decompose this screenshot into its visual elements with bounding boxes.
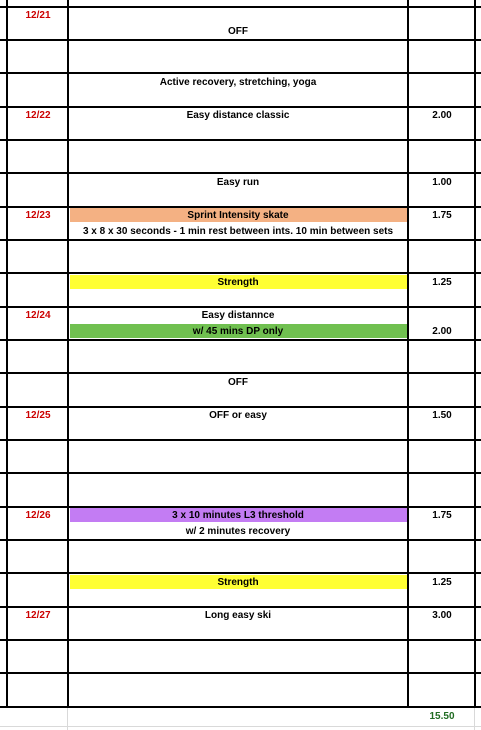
- hours-value: 1.25: [432, 577, 452, 588]
- workout-off: OFF: [228, 377, 248, 388]
- workout-active-recovery: Active recovery, stretching, yoga: [159, 77, 317, 88]
- hours-value: 1.50: [432, 410, 452, 421]
- hours-value: 1.75: [432, 210, 452, 221]
- workout-strength: Strength: [217, 577, 259, 588]
- date-12-21: 12/21: [25, 10, 51, 21]
- date-12-24: 12/24: [25, 310, 51, 321]
- grid-row-line: [0, 272, 481, 274]
- grid-row-line: [0, 506, 481, 508]
- hours-value: 1.75: [432, 510, 452, 521]
- workout-threshold: 3 x 10 minutes L3 threshold: [172, 510, 304, 521]
- grid-row-line: [0, 439, 481, 441]
- date-12-27: 12/27: [25, 610, 51, 621]
- hours-value: 2.00: [432, 326, 452, 337]
- workout-off-or-easy: OFF or easy: [209, 410, 267, 421]
- workout-easy-distannce: Easy distannce: [201, 310, 275, 321]
- hours-value: 1.00: [432, 177, 452, 188]
- grid-row-line: [0, 406, 481, 408]
- grid-row-line: [0, 172, 481, 174]
- grid-row-line: [0, 572, 481, 574]
- date-12-23: 12/23: [25, 210, 51, 221]
- workout-easy-run: Easy run: [216, 177, 260, 188]
- hours-value: 1.25: [432, 277, 452, 288]
- total-hours: 15.50: [429, 711, 455, 722]
- grid-row-line: [0, 206, 481, 208]
- grid-row-line: [0, 39, 481, 41]
- grid-row-line: [0, 372, 481, 374]
- grid-row-line: [0, 239, 481, 241]
- workout-long-easy-ski: Long easy ski: [204, 610, 272, 621]
- hours-value: 2.00: [432, 110, 452, 121]
- date-12-26: 12/26: [25, 510, 51, 521]
- faint-grid-line: [0, 726, 481, 727]
- grid-row-line: [0, 339, 481, 341]
- grid-row-line: [0, 606, 481, 608]
- grid-row-line: [0, 6, 481, 8]
- grid-row-line: [0, 672, 481, 674]
- hours-value: 3.00: [432, 610, 452, 621]
- grid-row-line: [0, 72, 481, 74]
- grid-row-line: [0, 106, 481, 108]
- workout-strength: Strength: [217, 277, 259, 288]
- grid-row-line: [0, 472, 481, 474]
- grid-row-line: [0, 306, 481, 308]
- workout-sprint-intensity: Sprint Intensity skate: [187, 210, 289, 221]
- grid-row-line: [0, 139, 481, 141]
- date-12-25: 12/25: [25, 410, 51, 421]
- date-12-22: 12/22: [25, 110, 51, 121]
- grid-row-line: [0, 539, 481, 541]
- workout-dp-only: w/ 45 mins DP only: [192, 326, 284, 337]
- grid-row-line: [0, 639, 481, 641]
- workout-off: OFF: [228, 26, 248, 37]
- workout-sprint-detail: 3 x 8 x 30 seconds - 1 min rest between ints. 10 min between sets: [82, 226, 394, 237]
- workout-easy-distance-classic: Easy distance classic: [186, 110, 290, 121]
- faint-grid-line: [474, 708, 475, 730]
- workout-recovery: w/ 2 minutes recovery: [185, 526, 291, 537]
- faint-grid-line: [67, 708, 68, 730]
- grid-row-line: [0, 706, 481, 708]
